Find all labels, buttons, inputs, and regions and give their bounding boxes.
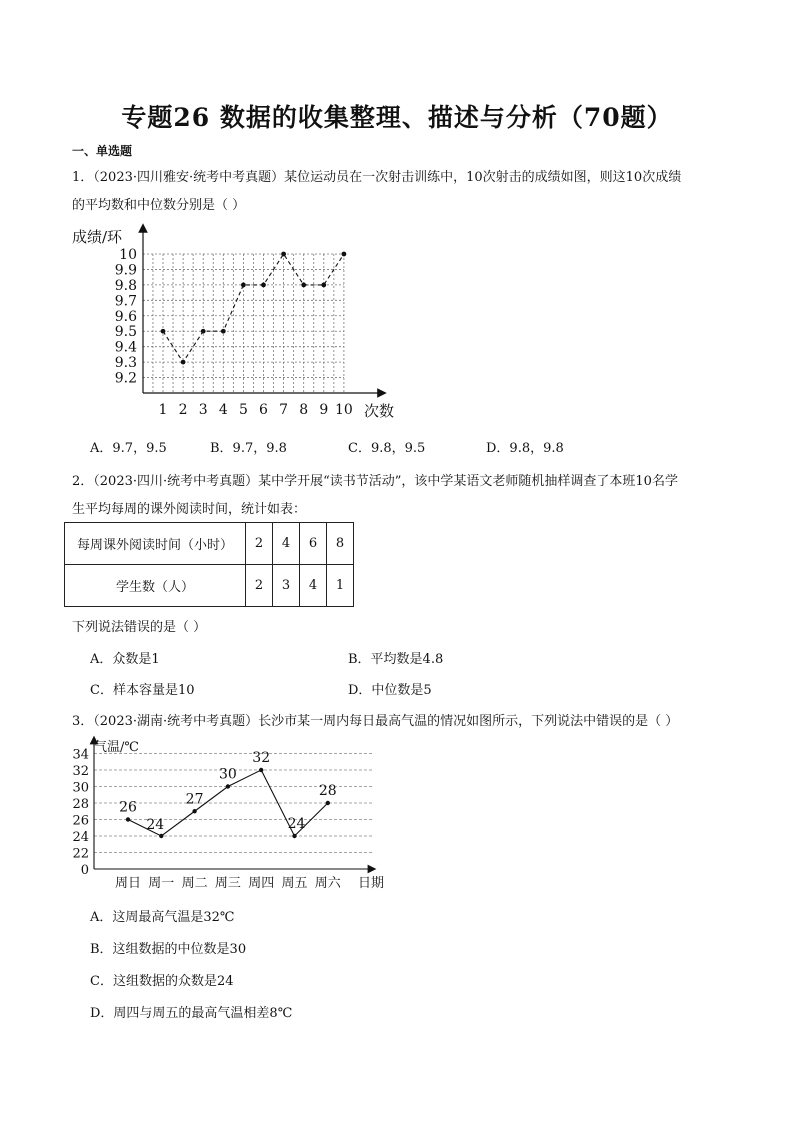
data-label: 30 (218, 766, 237, 783)
table-header-cell: 每周课外阅读时间（小时） (65, 523, 246, 565)
q3-x-axis-label: 日期 (358, 876, 385, 891)
data-point (281, 252, 286, 257)
data-point (342, 252, 347, 257)
data-point (192, 809, 196, 813)
table-cell: 1 (327, 565, 354, 607)
table-cell: 3 (273, 565, 300, 607)
data-point (181, 360, 186, 365)
data-point (259, 768, 263, 772)
y-tick-label: 24 (72, 830, 89, 845)
q3-chart (62, 732, 402, 894)
data-point (292, 834, 296, 838)
x-tick-label: 7 (279, 402, 289, 418)
q3-option-b[interactable]: B．这组数据的中位数是30 (90, 942, 247, 957)
q1-text-line1: 1．（2023·四川雅安·统考中考真题）某位运动员在一次射击训练中，10次射击的成绩如图，则这10次成绩 (72, 170, 682, 185)
data-point (159, 834, 163, 838)
y-tick-label: 9.5 (114, 324, 137, 341)
q1-option-c[interactable]: C．9.8，9.5 (348, 441, 426, 456)
q2-option-b[interactable]: B．平均数是4.8 (348, 652, 444, 667)
y-tick-label: 9.6 (114, 308, 137, 325)
q2-reading-time-table (64, 522, 354, 607)
x-tick-label: 3 (198, 402, 208, 418)
y-tick-label: 9.3 (114, 355, 137, 372)
y-tick-label: 9.7 (114, 293, 137, 310)
q3-y-axis-label: 气温/℃ (94, 740, 139, 755)
table-cell: 6 (300, 523, 327, 565)
data-label: 27 (185, 791, 204, 808)
x-tick-label: 周四 (248, 876, 275, 891)
table-header-cell: 学生数（人） (65, 565, 246, 607)
q1-x-axis-label: 次数 (364, 402, 395, 420)
x-tick-label: 5 (238, 402, 248, 418)
data-label: 26 (119, 799, 137, 816)
data-point (201, 329, 206, 334)
q2-text-line1: 2．（2023·四川·统考中考真题）某中学开展“读书节活动”，该中学某语文老师随机抽样调查了本班10名学 (72, 474, 678, 489)
data-point (241, 282, 246, 287)
q3-option-a[interactable]: A．这周最高气温是32℃ (90, 910, 235, 925)
data-point (301, 282, 306, 287)
x-tick-label: 1 (158, 402, 168, 418)
x-tick-label: 周五 (281, 876, 308, 891)
x-tick-label: 10 (334, 402, 353, 418)
q1-y-axis-label: 成绩/环 (72, 228, 123, 246)
q1-chart (66, 222, 406, 427)
data-label: 24 (287, 816, 306, 832)
table-cell: 2 (246, 565, 273, 607)
q3-text-line1: 3．（2023·湖南·统考中考真题）长沙市某一周内每日最高气温的情况如图所示，下列说法中错误的是（ ） (72, 714, 679, 729)
data-point (226, 784, 230, 788)
q1-option-a[interactable]: A．9.7，9.5 (90, 441, 167, 456)
q2-option-a[interactable]: A．众数是1 (90, 652, 160, 667)
q1-text-line2: 的平均数和中位数分别是（ ） (72, 198, 246, 213)
q3-option-c[interactable]: C．这组数据的众数是24 (90, 974, 234, 989)
table-row (65, 523, 354, 565)
data-point (261, 282, 266, 287)
table-cell: 2 (246, 523, 273, 565)
data-point (321, 282, 326, 287)
q1-chart-grid (143, 254, 344, 393)
y-tick-label: 34 (72, 747, 89, 763)
y-tick-label: 22 (72, 846, 89, 862)
q2-option-d[interactable]: D．中位数是5 (348, 683, 432, 698)
x-tick-label: 8 (299, 402, 309, 418)
q1-option-b[interactable]: B．9.7，9.8 (210, 441, 287, 456)
x-tick-label: 周日 (114, 876, 142, 891)
data-point (221, 329, 226, 334)
y-tick-label: 10 (119, 247, 137, 263)
x-tick-label: 6 (259, 402, 268, 418)
x-tick-label: 4 (218, 402, 228, 418)
y-tick-label: 9.2 (114, 370, 137, 387)
q3-option-d[interactable]: D．周四与周五的最高气温相差8℃ (90, 1006, 293, 1021)
table-cell: 4 (300, 565, 327, 607)
data-label: 28 (318, 783, 337, 799)
x-tick-label: 周二 (181, 876, 208, 891)
y-tick-label: 9.8 (114, 277, 137, 294)
y-tick-label: 26 (72, 813, 89, 829)
section-heading: 一、单选题 (72, 144, 133, 158)
x-tick-label: 9 (319, 402, 329, 418)
q1-option-d[interactable]: D．9.8，9.8 (486, 441, 564, 456)
page-title: 专题26 数据的收集整理、描述与分析（70题） (121, 103, 673, 132)
x-tick-label: 周一 (148, 876, 175, 891)
data-point (326, 801, 330, 805)
y-tick-label: 32 (72, 764, 89, 779)
x-tick-label: 2 (178, 402, 188, 418)
y-tick-label: 28 (72, 797, 89, 812)
table-row (65, 565, 354, 607)
q2-option-c[interactable]: C．样本容量是10 (90, 683, 195, 698)
q2-text-line2: 生平均每周的课外阅读时间，统计如表： (72, 502, 307, 517)
data-point (161, 329, 166, 334)
y-tick-label: 30 (72, 780, 89, 796)
y-tick-label: 9.9 (114, 262, 137, 279)
data-point (126, 817, 130, 821)
table-cell: 8 (327, 523, 354, 565)
data-label: 32 (252, 750, 271, 766)
q2-prompt: 下列说法错误的是（ ） (72, 620, 207, 635)
data-label: 24 (146, 817, 165, 833)
y-tick-label: 9.4 (114, 339, 137, 356)
x-tick-label: 周六 (314, 876, 341, 891)
y-tick-label: 0 (80, 863, 89, 878)
table-cell: 4 (273, 523, 300, 565)
x-tick-label: 周三 (214, 876, 241, 891)
